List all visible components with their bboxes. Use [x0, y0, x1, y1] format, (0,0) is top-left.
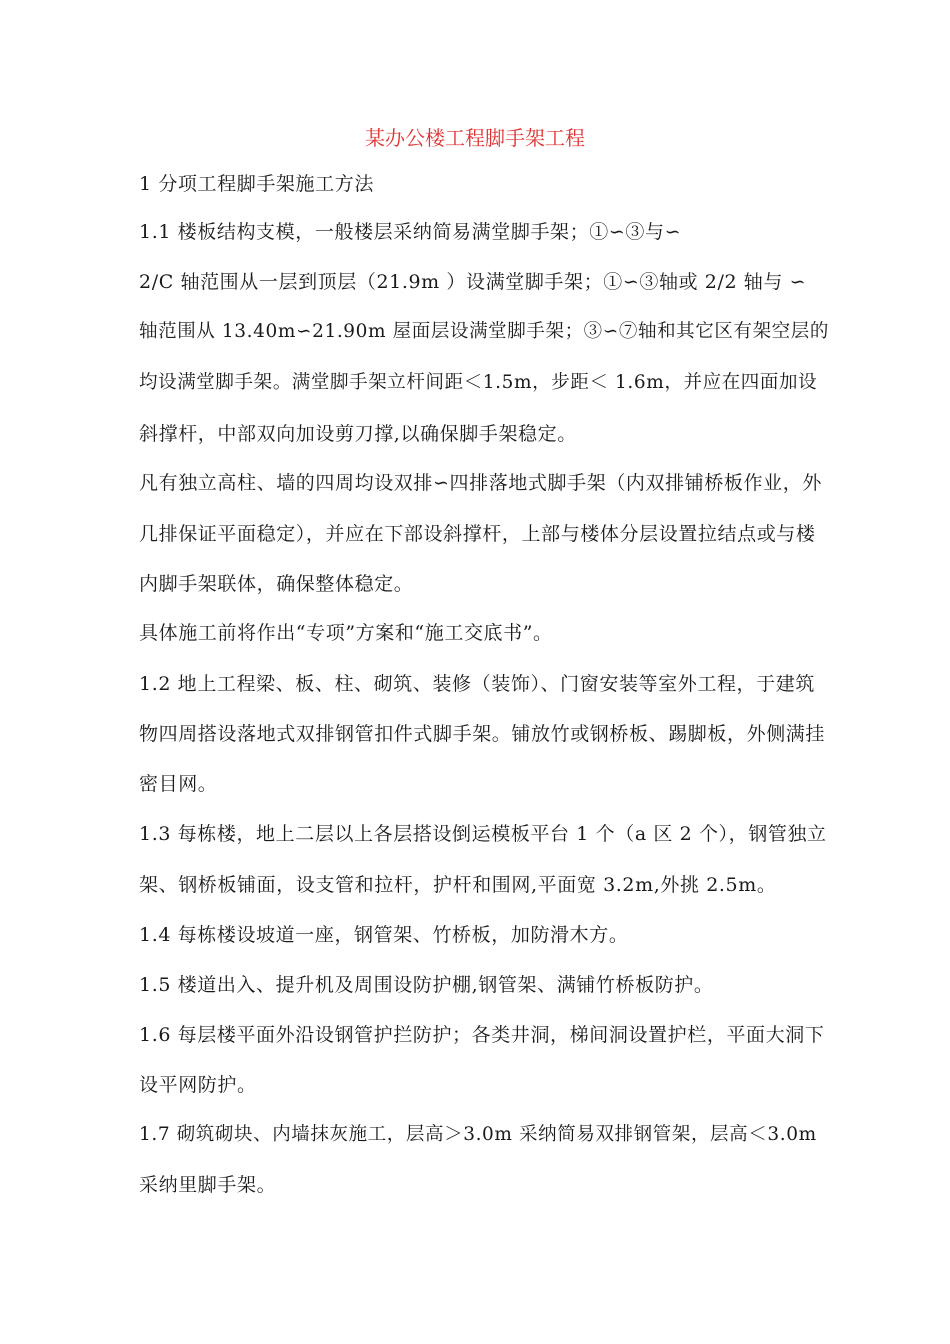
document-title: 某办公楼工程脚手架工程 — [365, 126, 585, 150]
paragraph-line: 1.6 每层楼平面外沿设钢管护拦防护；各类井洞，梯间洞设置护栏，平面大洞下 — [139, 1024, 825, 1046]
paragraph-line: 2/C 轴范围从一层到顶层（21.9m ）设满堂脚手架；①∽③轴或 2/2 轴与 ∽ — [139, 271, 807, 293]
paragraph-line: 1.3 每栋楼，地上二层以上各层搭设倒运模板平台 1 个（a 区 2 个），钢管独立 — [139, 823, 827, 845]
paragraph-line: 斜撑杆，中部双向加设剪刀撑,以确保脚手架稳定。 — [139, 423, 577, 445]
paragraph-line: 采纳里脚手架。 — [139, 1174, 277, 1196]
paragraph-line: 密目网。 — [139, 773, 218, 795]
paragraph-line: 1.5 楼道出入、提升机及周围设防护棚,钢管架、满铺竹桥板防护。 — [139, 974, 714, 996]
paragraph-line: 1.1 楼板结构支模，一般楼层采纳简易满堂脚手架；①∽③与∽ — [139, 221, 682, 243]
paragraph-line: 内脚手架联体，确保整体稳定。 — [139, 573, 414, 595]
paragraph-line: 设平网防护。 — [139, 1074, 257, 1096]
paragraph-line: 物四周搭设落地式双排钢管扣件式脚手架。铺放竹或钢桥板、踢脚板，外侧满挂 — [139, 723, 826, 745]
paragraph-line: 架、钢桥板铺面，设支管和拉杆，护杆和围网,平面宽 3.2m,外挑 2.5m。 — [139, 874, 777, 896]
section-heading: 1 分项工程脚手架施工方法 — [139, 173, 374, 195]
paragraph-line: 轴范围从 13.40m∽21.90m 屋面层设满堂脚手架；③∽⑦轴和其它区有架空层的 — [139, 321, 829, 342]
paragraph-line: 凡有独立高柱、墙的四周均设双排∽四排落地式脚手架（内双排铺桥板作业，外 — [139, 472, 822, 494]
paragraph-line: 1.7 砌筑砌块、内墙抹灰施工，层高＞3.0m 采纳简易双排钢管架，层高＜3.0m — [139, 1124, 817, 1145]
paragraph-line: 1.4 每栋楼设坡道一座，钢管架、竹桥板，加防滑木方。 — [139, 924, 629, 946]
paragraph-line: 几排保证平面稳定），并应在下部设斜撑杆，上部与楼体分层设置拉结点或与楼 — [139, 523, 816, 545]
paragraph-line: 均设满堂脚手架。满堂脚手架立杆间距＜1.5m，步距＜ 1.6m，并应在四面加设 — [139, 372, 818, 393]
paragraph-line: 1.2 地上工程梁、板、柱、砌筑、装修（装饰）、门窗安装等室外工程，于建筑 — [139, 673, 815, 695]
paragraph-line: 具体施工前将作出“专项”方案和“施工交底书”。 — [139, 622, 553, 644]
